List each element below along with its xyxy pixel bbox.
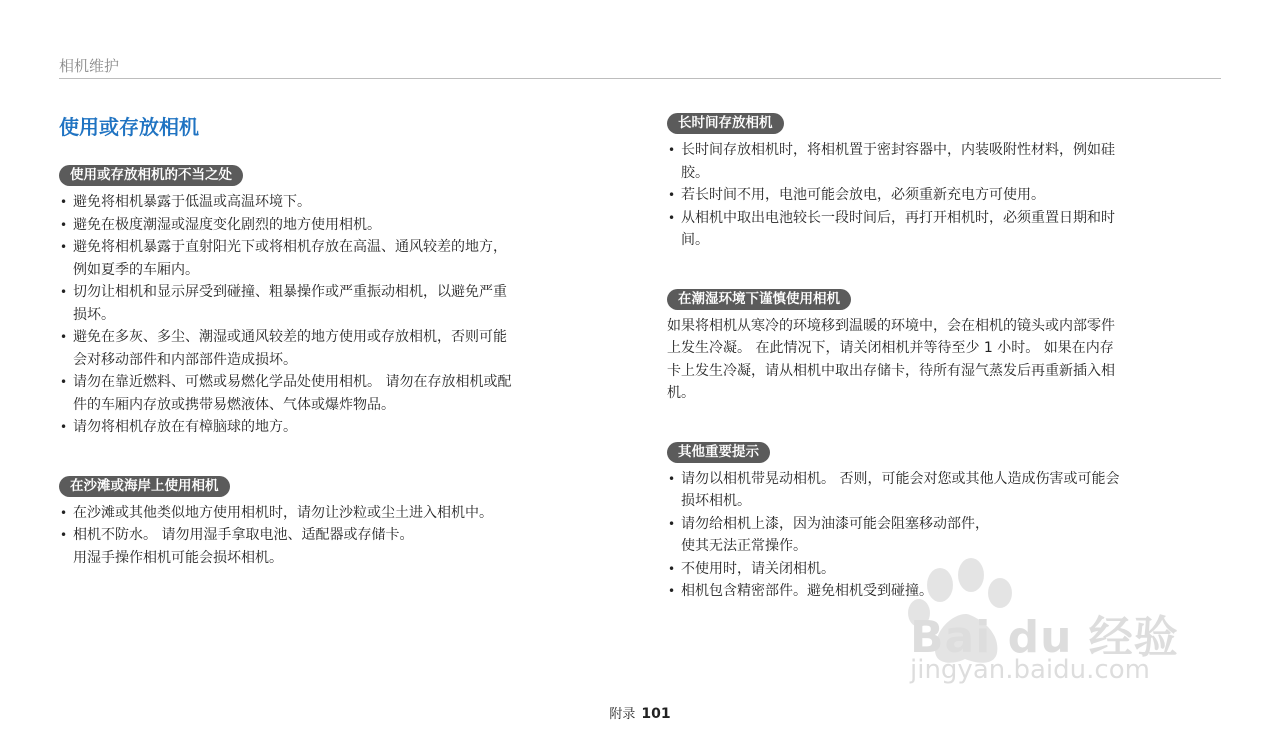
list-item: • 若长时间不用，电池可能会放电，必须重新充电方可使用。 (667, 184, 1222, 207)
list-item: • 请勿以相机带晃动相机。 否则，可能会对您或其他人造成伤害或可能会 损坏相机。 (667, 468, 1222, 513)
list-item: • 从相机中取出电池较长一段时间后，再打开相机时，必须重置日期和时 间。 (667, 207, 1222, 252)
list-item: • 避免在极度潮湿或湿度变化剧烈的地方使用相机。 (59, 214, 619, 237)
section-title: 使用或存放相机的不当之处 (59, 165, 243, 186)
section-improper-use (59, 164, 619, 439)
list-item: • 相机不防水。 请勿用湿手拿取电池、适配器或存储卡。 用湿手操作相机可能会损坏相机。 (59, 524, 619, 569)
watermark-url: jingyan.baidu.com (910, 655, 1150, 685)
watermark-brand: Bai du 经验 (910, 612, 1179, 663)
section-beach-use (59, 475, 619, 570)
bullet-list (59, 191, 619, 439)
section-long-storage (667, 112, 1222, 252)
section-title: 在沙滩或海岸上使用相机 (59, 476, 230, 497)
list-item: • 请勿在靠近燃料、可燃或易燃化学品处使用相机。 请勿在存放相机或配 件的车厢内存放或携带易燃液体、气体或爆炸物品。 (59, 371, 619, 416)
bullet-list (667, 139, 1222, 252)
list-item: • 请勿给相机上漆，因为油漆可能会阻塞移动部件， 使其无法正常操作。 (667, 513, 1222, 558)
list-item: • 避免将相机暴露于低温或高温环境下。 (59, 191, 619, 214)
baidu-watermark (905, 555, 1205, 695)
list-item: • 不使用时，请关闭相机。 (667, 558, 1222, 581)
bullet-list (59, 502, 619, 570)
page-number: 101 (641, 706, 671, 722)
list-item: • 避免将相机暴露于直射阳光下或将相机存放在高温、通风较差的地方， 例如夏季的车厢内。 (59, 236, 619, 281)
page-title: 使用或存放相机 (59, 115, 199, 139)
section-title: 其他重要提示 (667, 442, 770, 463)
list-item: • 在沙滩或其他类似地方使用相机时，请勿让沙粒或尘土进入相机中。 (59, 502, 619, 525)
list-item: • 请勿将相机存放在有樟脑球的地方。 (59, 416, 619, 439)
list-item: • 避免在多灰、多尘、潮湿或通风较差的地方使用或存放相机，否则可能 会对移动部件和内部部件造成损坏。 (59, 326, 619, 371)
page-footer (0, 703, 1280, 722)
list-item: • 相机包含精密部件。避免相机受到碰撞。 (667, 580, 1222, 603)
section-humid-environment (667, 288, 1222, 405)
page-header (59, 55, 1221, 79)
section-title: 在潮湿环境下谨慎使用相机 (667, 289, 851, 310)
list-item: • 长时间存放相机时，将相机置于密封容器中，内装吸附性材料，例如硅 胶。 (667, 139, 1222, 184)
section-paragraph: 如果将相机从寒冷的环境移到温暖的环境中，会在相机的镜头或内部零件 上发生冷凝。 在此情况下，请关闭相机并等待至少 1 小时。 如果在内存 卡上发生冷凝，请从相机中取出存储卡，待所有湿气蒸发后再重新插入相 机。 (667, 317, 1115, 401)
footer-label: 附录 (609, 707, 636, 722)
list-item: • 切勿让相机和显示屏受到碰撞、粗暴操作或严重振动相机，以避免严重 损坏。 (59, 281, 619, 326)
header-title: 相机维护 (59, 57, 120, 75)
left-column (59, 112, 619, 605)
section-title: 长时间存放相机 (667, 113, 784, 134)
